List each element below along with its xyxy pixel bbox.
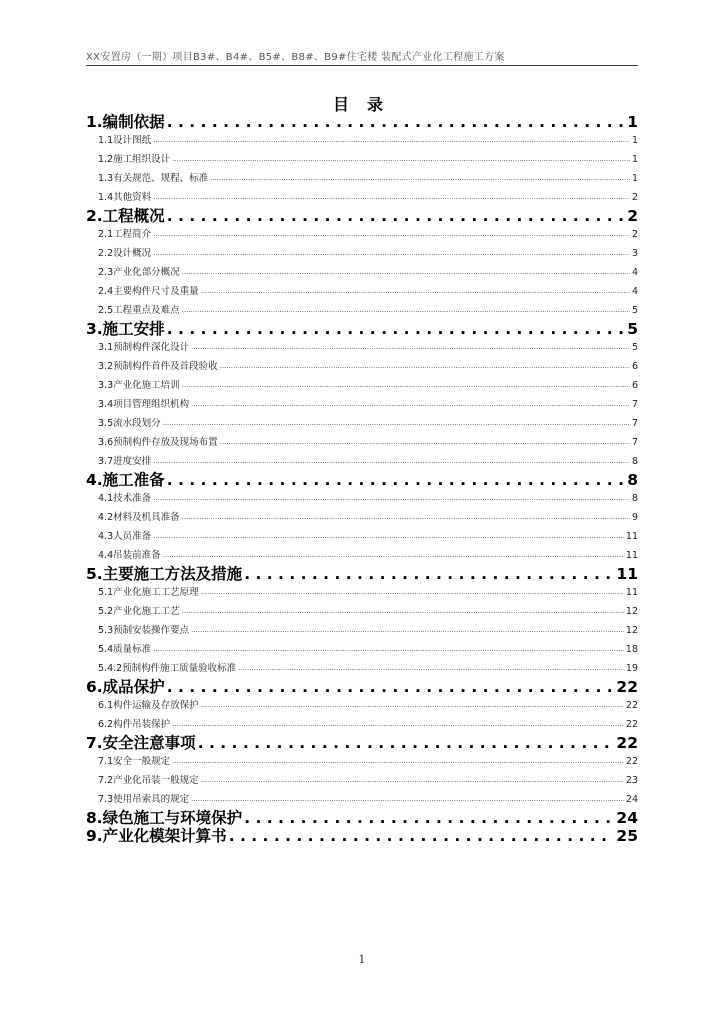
table-of-contents	[86, 113, 638, 845]
toc-entry-chapter[interactable]	[86, 565, 638, 583]
toc-entry-chapter[interactable]	[86, 320, 638, 338]
toc-entry-page-number: 1	[631, 135, 638, 146]
toc-entry-title: 5.4质量标准	[98, 644, 152, 655]
toc-entry-page-number: 23	[625, 775, 638, 786]
toc-entry-title: 1.4其他资料	[98, 192, 152, 203]
toc-entry-title: 7.2产业化吊装一般规定	[98, 775, 199, 786]
toc-entry-title: 5.4.2预制构件施工质量验收标准	[98, 663, 237, 674]
toc-entry-title: 1.编制依据	[86, 113, 165, 131]
toc-entry-chapter[interactable]	[86, 207, 638, 225]
toc-entry-section[interactable]	[86, 640, 638, 659]
toc-entry-section[interactable]	[86, 771, 638, 790]
toc-entry-page-number: 5	[631, 342, 638, 353]
toc-dot-leader	[201, 583, 624, 602]
toc-entry-section[interactable]	[86, 508, 638, 527]
toc-entry-title: 3.5流水段划分	[98, 418, 161, 429]
toc-dot-leader	[244, 809, 614, 827]
toc-entry-page-number: 22	[616, 678, 638, 696]
toc-entry-title: 3.7进度安排	[98, 456, 152, 467]
toc-entry-title: 4.施工准备	[86, 471, 165, 489]
toc-entry-section[interactable]	[86, 357, 638, 376]
toc-entry-section[interactable]	[86, 301, 638, 320]
toc-dot-leader	[172, 715, 624, 734]
toc-dot-leader	[244, 565, 614, 583]
toc-entry-section[interactable]	[86, 338, 638, 357]
toc-entry-title: 2.5工程重点及难点	[98, 305, 180, 316]
header-rule	[86, 65, 638, 66]
toc-entry-chapter[interactable]	[86, 471, 638, 489]
toc-entry-page-number: 1	[631, 154, 638, 165]
toc-entry-section[interactable]	[86, 395, 638, 414]
toc-entry-title: 7.3使用吊索具的规定	[98, 794, 190, 805]
running-header: XX安置房（一期）项目B3#、B4#、B5#、B8#、B9#住宅楼 装配式产业化工程施工方案	[86, 52, 505, 63]
toc-dot-leader	[229, 827, 615, 845]
toc-entry-page-number: 18	[625, 644, 638, 655]
toc-dot-leader	[182, 376, 630, 395]
toc-entry-title: 4.3人员准备	[98, 531, 152, 542]
toc-dot-leader	[167, 320, 626, 338]
toc-entry-page-number: 2	[627, 207, 638, 225]
toc-entry-section[interactable]	[86, 188, 638, 207]
toc-entry-section[interactable]	[86, 621, 638, 640]
toc-entry-title: 4.2材料及机具准备	[98, 512, 180, 523]
toc-entry-title: 2.1工程简介	[98, 229, 152, 240]
toc-entry-section[interactable]	[86, 263, 638, 282]
toc-dot-leader	[201, 771, 624, 790]
toc-entry-page-number: 11	[625, 587, 638, 598]
toc-dot-leader	[182, 301, 630, 320]
page-number: 1	[358, 953, 366, 966]
toc-entry-page-number: 12	[625, 625, 638, 636]
toc-entry-section[interactable]	[86, 433, 638, 452]
toc-entry-section[interactable]	[86, 225, 638, 244]
toc-entry-page-number: 8	[631, 456, 638, 467]
toc-entry-page-number: 7	[631, 399, 638, 410]
toc-entry-title: 2.2设计概况	[98, 248, 152, 259]
toc-entry-page-number: 11	[616, 565, 638, 583]
toc-entry-section[interactable]	[86, 583, 638, 602]
toc-dot-leader	[153, 489, 630, 508]
toc-entry-title: 8.绿色施工与环境保护	[86, 809, 243, 827]
toc-dot-leader	[163, 546, 624, 565]
toc-dot-leader	[153, 452, 630, 471]
toc-entry-page-number: 8	[627, 471, 638, 489]
toc-dot-leader	[238, 659, 624, 678]
toc-entry-page-number: 1	[627, 113, 638, 131]
toc-dot-leader	[191, 790, 624, 809]
toc-entry-title: 2.4主要构件尺寸及重量	[98, 286, 199, 297]
toc-entry-page-number: 11	[625, 531, 638, 542]
toc-entry-page-number: 6	[631, 380, 638, 391]
toc-entry-page-number: 5	[631, 305, 638, 316]
toc-entry-section[interactable]	[86, 602, 638, 621]
toc-dot-leader	[153, 131, 630, 150]
toc-entry-title: 1.2施工组织设计	[98, 154, 171, 165]
toc-entry-title: 5.1产业化施工工艺原理	[98, 587, 199, 598]
toc-entry-section[interactable]	[86, 489, 638, 508]
toc-dot-leader	[210, 169, 630, 188]
toc-entry-chapter[interactable]	[86, 809, 638, 827]
toc-entry-section[interactable]	[86, 169, 638, 188]
toc-entry-section[interactable]	[86, 452, 638, 471]
toc-entry-page-number: 22	[625, 719, 638, 730]
toc-entry-page-number: 8	[631, 493, 638, 504]
toc-entry-section[interactable]	[86, 414, 638, 433]
toc-entry-chapter[interactable]	[86, 113, 638, 131]
toc-entry-page-number: 7	[631, 418, 638, 429]
toc-entry-page-number: 1	[631, 173, 638, 184]
toc-dot-leader	[172, 150, 630, 169]
toc-entry-title: 5.主要施工方法及措施	[86, 565, 243, 583]
toc-entry-page-number: 4	[631, 286, 638, 297]
toc-entry-page-number: 12	[625, 606, 638, 617]
toc-entry-title: 5.3预制安装操作要点	[98, 625, 190, 636]
toc-entry-section[interactable]	[86, 150, 638, 169]
toc-dot-leader	[201, 282, 630, 301]
toc-entry-title: 3.施工安排	[86, 320, 165, 338]
toc-dot-leader	[191, 621, 624, 640]
toc-entry-page-number: 4	[631, 267, 638, 278]
toc-entry-section[interactable]	[86, 659, 638, 678]
toc-dot-leader	[153, 225, 630, 244]
toc-entry-chapter[interactable]	[86, 734, 638, 752]
toc-entry-section[interactable]	[86, 790, 638, 809]
toc-entry-title: 3.2预制构件首件及首段验收	[98, 361, 218, 372]
toc-entry-title: 5.2产业化施工工艺	[98, 606, 180, 617]
toc-entry-section[interactable]	[86, 546, 638, 565]
toc-dot-leader	[167, 678, 615, 696]
toc-entry-section[interactable]	[86, 131, 638, 150]
toc-dot-leader	[163, 414, 630, 433]
toc-entry-chapter[interactable]	[86, 678, 638, 696]
toc-entry-title: 2.工程概况	[86, 207, 165, 225]
toc-entry-title: 6.1构件运输及存放保护	[98, 700, 199, 711]
toc-entry-page-number: 24	[625, 794, 638, 805]
toc-dot-leader	[153, 188, 630, 207]
toc-entry-section[interactable]	[86, 715, 638, 734]
toc-entry-page-number: 3	[631, 248, 638, 259]
toc-dot-leader	[201, 696, 624, 715]
toc-entry-section[interactable]	[86, 244, 638, 263]
toc-dot-leader	[191, 338, 630, 357]
toc-dot-leader	[182, 602, 624, 621]
toc-dot-leader	[167, 113, 626, 131]
toc-entry-page-number: 2	[631, 229, 638, 240]
toc-entry-section[interactable]	[86, 527, 638, 546]
toc-dot-leader	[153, 527, 624, 546]
toc-dot-leader	[153, 640, 624, 659]
toc-entry-chapter[interactable]	[86, 827, 638, 845]
toc-entry-title: 1.1设计图纸	[98, 135, 152, 146]
toc-dot-leader	[153, 244, 630, 263]
toc-entry-section[interactable]	[86, 282, 638, 301]
toc-entry-title: 2.3产业化部分概况	[98, 267, 180, 278]
toc-dot-leader	[220, 433, 630, 452]
toc-entry-title: 4.1技术准备	[98, 493, 152, 504]
toc-entry-title: 6.成品保护	[86, 678, 165, 696]
toc-entry-title: 7.安全注意事项	[86, 734, 196, 752]
toc-entry-title: 3.6预制构件存放及现场布置	[98, 437, 218, 448]
toc-entry-page-number: 24	[616, 809, 638, 827]
toc-entry-page-number: 2	[631, 192, 638, 203]
toc-dot-leader	[167, 471, 626, 489]
toc-dot-leader	[191, 395, 630, 414]
toc-entry-page-number: 25	[616, 827, 638, 845]
toc-entry-title: 1.3有关规范、规程、标准	[98, 173, 209, 184]
toc-dot-leader	[172, 752, 624, 771]
toc-dot-leader	[220, 357, 630, 376]
toc-title: 目录	[332, 95, 401, 114]
toc-entry-page-number: 5	[627, 320, 638, 338]
toc-entry-title: 3.4项目管理组织机构	[98, 399, 190, 410]
toc-dot-leader	[198, 734, 615, 752]
toc-entry-section[interactable]	[86, 752, 638, 771]
toc-entry-page-number: 7	[631, 437, 638, 448]
toc-entry-title: 3.3产业化施工培训	[98, 380, 180, 391]
toc-entry-title: 7.1安全一般规定	[98, 756, 171, 767]
toc-entry-title: 4.4吊装前准备	[98, 550, 161, 561]
toc-entry-section[interactable]	[86, 696, 638, 715]
toc-entry-page-number: 6	[631, 361, 638, 372]
toc-entry-page-number: 22	[616, 734, 638, 752]
toc-dot-leader	[182, 263, 630, 282]
toc-dot-leader	[167, 207, 626, 225]
toc-entry-page-number: 9	[631, 512, 638, 523]
toc-entry-title: 9.产业化模架计算书	[86, 827, 227, 845]
toc-entry-title: 3.1预制构件深化设计	[98, 342, 190, 353]
toc-entry-section[interactable]	[86, 376, 638, 395]
toc-entry-page-number: 22	[625, 756, 638, 767]
toc-entry-title: 6.2构件吊装保护	[98, 719, 171, 730]
toc-dot-leader	[182, 508, 630, 527]
toc-entry-page-number: 22	[625, 700, 638, 711]
toc-entry-page-number: 19	[625, 663, 638, 674]
toc-entry-page-number: 11	[625, 550, 638, 561]
